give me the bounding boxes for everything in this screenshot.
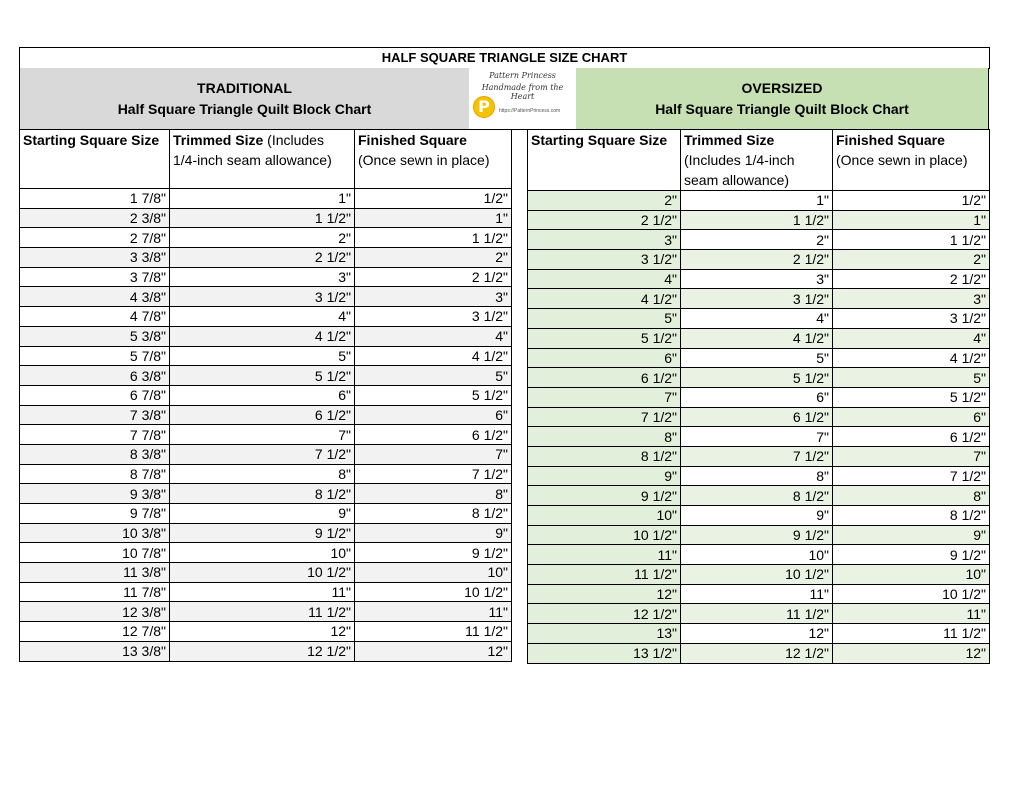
oversized-trimmed-size-cell: 9 1/2" [681,525,833,545]
traditional-starting-size-cell: 13 3/8" [20,641,170,661]
oversized-starting-size-cell: 11" [528,545,681,565]
oversized-starting-size-cell: 6" [528,348,681,368]
traditional-finished-size-cell: 4" [355,326,512,346]
traditional-row [20,287,512,307]
oversized-row [528,250,990,270]
oversized-finished-size-cell: 1/2" [833,191,990,211]
oversized-finished-size-cell: 7 1/2" [833,466,990,486]
traditional-finished-size-cell: 9" [355,523,512,543]
traditional-starting-size-cell: 4 3/8" [20,287,170,307]
traditional-subheading: Half Square Triangle Quilt Block Chart [117,101,372,117]
oversized-finished-size-cell: 5 1/2" [833,387,990,407]
oversized-row [528,643,990,663]
oversized-row [528,368,990,388]
oversized-starting-size-cell: 5 1/2" [528,328,681,348]
traditional-starting-size-cell: 10 7/8" [20,543,170,563]
oversized-finished-size-cell: 2 1/2" [833,269,990,289]
oversized-starting-size-cell: 9" [528,466,681,486]
traditional-table [19,129,512,662]
oversized-finished-size-cell: 6" [833,407,990,427]
traditional-trimmed-size-cell: 2 1/2" [170,248,355,268]
oversized-row [528,565,990,585]
traditional-row [20,366,512,386]
oversized-starting-size-cell: 12 1/2" [528,604,681,624]
oversized-trimmed-size-cell: 2" [681,230,833,250]
traditional-trimmed-size-cell: 11" [170,582,355,602]
traditional-row [20,267,512,287]
traditional-col-trimmed: Trimmed Size (Includes 1/4-inch seam allowance) [170,130,355,189]
traditional-row [20,504,512,524]
oversized-row [528,328,990,348]
oversized-row [528,506,990,526]
logo-tagline: Handmade from the Heart [481,83,564,101]
traditional-trimmed-size-cell: 1" [170,189,355,209]
oversized-trimmed-size-cell: 1" [681,191,833,211]
traditional-row [20,622,512,642]
traditional-finished-size-cell: 6" [355,405,512,425]
traditional-starting-size-cell: 5 7/8" [20,346,170,366]
oversized-trimmed-size-cell: 6" [681,387,833,407]
logo-url: https://PatternPrincess.com [499,108,561,114]
traditional-finished-size-cell: 3 1/2" [355,307,512,327]
oversized-subheading: Half Square Triangle Quilt Block Chart [655,101,909,117]
traditional-row [20,444,512,464]
traditional-trimmed-size-cell: 12 1/2" [170,641,355,661]
oversized-finished-size-cell: 1" [833,210,990,230]
oversized-starting-size-cell: 6 1/2" [528,368,681,388]
traditional-finished-size-cell: 1" [355,208,512,228]
oversized-finished-size-cell: 4 1/2" [833,348,990,368]
oversized-starting-size-cell: 2 1/2" [528,210,681,230]
traditional-starting-size-cell: 12 3/8" [20,602,170,622]
oversized-trimmed-size-cell: 3" [681,269,833,289]
oversized-starting-size-cell: 4" [528,269,681,289]
oversized-trimmed-size-cell: 9" [681,506,833,526]
oversized-trimmed-size-cell: 5 1/2" [681,368,833,388]
traditional-row [20,464,512,484]
oversized-row [528,446,990,466]
oversized-trimmed-size-cell: 10 1/2" [681,565,833,585]
oversized-finished-size-cell: 9 1/2" [833,545,990,565]
oversized-trimmed-size-cell: 4" [681,309,833,329]
oversized-heading: OVERSIZED [741,80,823,96]
traditional-trimmed-size-cell: 12" [170,622,355,642]
oversized-trimmed-size-cell: 2 1/2" [681,250,833,270]
oversized-finished-size-cell: 6 1/2" [833,427,990,447]
oversized-row [528,309,990,329]
oversized-finished-size-cell: 8 1/2" [833,506,990,526]
traditional-row [20,228,512,248]
traditional-finished-size-cell: 10 1/2" [355,582,512,602]
oversized-row [528,624,990,644]
traditional-row [20,326,512,346]
traditional-finished-size-cell: 9 1/2" [355,543,512,563]
traditional-finished-size-cell: 8 1/2" [355,504,512,524]
traditional-row [20,543,512,563]
oversized-row [528,486,990,506]
traditional-starting-size-cell: 11 3/8" [20,563,170,583]
oversized-row [528,604,990,624]
traditional-finished-size-cell: 5" [355,366,512,386]
oversized-starting-size-cell: 5" [528,309,681,329]
traditional-row [20,563,512,583]
oversized-col-trimmed: Trimmed Size (Includes 1/4-inch seam allowance) [681,130,833,191]
oversized-starting-size-cell: 4 1/2" [528,289,681,309]
oversized-trimmed-size-cell: 8" [681,466,833,486]
oversized-starting-size-cell: 9 1/2" [528,486,681,506]
oversized-trimmed-size-cell: 1 1/2" [681,210,833,230]
oversized-trimmed-size-cell: 4 1/2" [681,328,833,348]
traditional-row [20,425,512,445]
traditional-row [20,208,512,228]
traditional-finished-size-cell: 12" [355,641,512,661]
oversized-col-starting: Starting Square Size [528,130,681,191]
oversized-starting-size-cell: 10 1/2" [528,525,681,545]
traditional-starting-size-cell: 10 3/8" [20,523,170,543]
oversized-trimmed-size-cell: 11" [681,584,833,604]
traditional-row [20,189,512,209]
oversized-finished-size-cell: 11 1/2" [833,624,990,644]
traditional-col-starting: Starting Square Size [20,130,170,189]
traditional-trimmed-size-cell: 6 1/2" [170,405,355,425]
traditional-starting-size-cell: 2 7/8" [20,228,170,248]
traditional-starting-size-cell: 2 3/8" [20,208,170,228]
oversized-starting-size-cell: 13" [528,624,681,644]
traditional-finished-size-cell: 4 1/2" [355,346,512,366]
traditional-finished-size-cell: 2" [355,248,512,268]
traditional-starting-size-cell: 7 3/8" [20,405,170,425]
oversized-row [528,584,990,604]
oversized-finished-size-cell: 5" [833,368,990,388]
traditional-finished-size-cell: 5 1/2" [355,385,512,405]
traditional-trimmed-size-cell: 9 1/2" [170,523,355,543]
oversized-starting-size-cell: 3" [528,230,681,250]
traditional-starting-size-cell: 11 7/8" [20,582,170,602]
traditional-starting-size-cell: 1 7/8" [20,189,170,209]
oversized-trimmed-size-cell: 7" [681,427,833,447]
oversized-row [528,387,990,407]
oversized-trimmed-size-cell: 10" [681,545,833,565]
oversized-row [528,210,990,230]
oversized-finished-size-cell: 1 1/2" [833,230,990,250]
traditional-starting-size-cell: 6 7/8" [20,385,170,405]
traditional-row [20,484,512,504]
oversized-trimmed-size-cell: 7 1/2" [681,446,833,466]
traditional-row [20,523,512,543]
traditional-row [20,248,512,268]
chart-title: HALF SQUARE TRIANGLE SIZE CHART [19,47,990,69]
oversized-table [527,129,990,664]
traditional-trimmed-size-cell: 4 1/2" [170,326,355,346]
traditional-trimmed-size-cell: 4" [170,307,355,327]
traditional-finished-size-cell: 7 1/2" [355,464,512,484]
oversized-row [528,269,990,289]
oversized-starting-size-cell: 8" [528,427,681,447]
traditional-starting-size-cell: 9 7/8" [20,504,170,524]
oversized-row [528,407,990,427]
oversized-finished-size-cell: 12" [833,643,990,663]
traditional-trimmed-size-cell: 10 1/2" [170,563,355,583]
traditional-header-row [20,130,512,189]
oversized-row [528,289,990,309]
traditional-trimmed-size-cell: 8" [170,464,355,484]
oversized-starting-size-cell: 10" [528,506,681,526]
traditional-finished-size-cell: 3" [355,287,512,307]
traditional-header [19,68,469,130]
traditional-starting-size-cell: 3 3/8" [20,248,170,268]
oversized-starting-size-cell: 7" [528,387,681,407]
traditional-row [20,346,512,366]
traditional-finished-size-cell: 1/2" [355,189,512,209]
oversized-starting-size-cell: 13 1/2" [528,643,681,663]
logo-name: Pattern Princess [489,71,556,80]
oversized-row [528,545,990,565]
traditional-trimmed-size-cell: 6" [170,385,355,405]
oversized-starting-size-cell: 11 1/2" [528,565,681,585]
oversized-col-finished: Finished Square (Once sewn in place) [833,130,990,191]
oversized-starting-size-cell: 7 1/2" [528,407,681,427]
oversized-row [528,230,990,250]
oversized-finished-size-cell: 11" [833,604,990,624]
oversized-finished-size-cell: 3" [833,289,990,309]
traditional-starting-size-cell: 7 7/8" [20,425,170,445]
oversized-starting-size-cell: 2" [528,191,681,211]
oversized-starting-size-cell: 12" [528,584,681,604]
oversized-starting-size-cell: 8 1/2" [528,446,681,466]
traditional-finished-size-cell: 10" [355,563,512,583]
traditional-trimmed-size-cell: 11 1/2" [170,602,355,622]
traditional-row [20,602,512,622]
oversized-header [576,68,989,130]
oversized-finished-size-cell: 4" [833,328,990,348]
oversized-finished-size-cell: 8" [833,486,990,506]
traditional-starting-size-cell: 4 7/8" [20,307,170,327]
oversized-trimmed-size-cell: 6 1/2" [681,407,833,427]
traditional-starting-size-cell: 8 3/8" [20,444,170,464]
traditional-trimmed-size-cell: 10" [170,543,355,563]
oversized-trimmed-size-cell: 11 1/2" [681,604,833,624]
oversized-row [528,191,990,211]
traditional-row [20,405,512,425]
oversized-finished-size-cell: 10 1/2" [833,584,990,604]
traditional-trimmed-size-cell: 7 1/2" [170,444,355,464]
traditional-starting-size-cell: 8 7/8" [20,464,170,484]
oversized-finished-size-cell: 2" [833,250,990,270]
traditional-trimmed-size-cell: 2" [170,228,355,248]
oversized-trimmed-size-cell: 12 1/2" [681,643,833,663]
traditional-finished-size-cell: 11" [355,602,512,622]
traditional-starting-size-cell: 3 7/8" [20,267,170,287]
traditional-finished-size-cell: 11 1/2" [355,622,512,642]
oversized-finished-size-cell: 10" [833,565,990,585]
traditional-finished-size-cell: 8" [355,484,512,504]
traditional-trimmed-size-cell: 8 1/2" [170,484,355,504]
traditional-starting-size-cell: 6 3/8" [20,366,170,386]
traditional-finished-size-cell: 2 1/2" [355,267,512,287]
traditional-trimmed-size-cell: 5" [170,346,355,366]
traditional-trimmed-size-cell: 3 1/2" [170,287,355,307]
traditional-row [20,385,512,405]
oversized-row [528,348,990,368]
traditional-heading: TRADITIONAL [197,80,292,96]
traditional-trimmed-size-cell: 5 1/2" [170,366,355,386]
traditional-starting-size-cell: 12 7/8" [20,622,170,642]
pattern-princess-logo [469,68,576,130]
oversized-finished-size-cell: 3 1/2" [833,309,990,329]
traditional-finished-size-cell: 6 1/2" [355,425,512,445]
oversized-finished-size-cell: 7" [833,446,990,466]
oversized-starting-size-cell: 3 1/2" [528,250,681,270]
traditional-trimmed-size-cell: 1 1/2" [170,208,355,228]
oversized-finished-size-cell: 9" [833,525,990,545]
traditional-finished-size-cell: 7" [355,444,512,464]
traditional-col-finished: Finished Square (Once sewn in place) [355,130,512,189]
oversized-trimmed-size-cell: 8 1/2" [681,486,833,506]
traditional-starting-size-cell: 9 3/8" [20,484,170,504]
traditional-finished-size-cell: 1 1/2" [355,228,512,248]
oversized-trimmed-size-cell: 12" [681,624,833,644]
traditional-trimmed-size-cell: 3" [170,267,355,287]
oversized-trimmed-size-cell: 5" [681,348,833,368]
oversized-header-row [528,130,990,191]
traditional-row [20,307,512,327]
oversized-trimmed-size-cell: 3 1/2" [681,289,833,309]
oversized-row [528,427,990,447]
oversized-row [528,466,990,486]
oversized-row [528,525,990,545]
traditional-starting-size-cell: 5 3/8" [20,326,170,346]
traditional-trimmed-size-cell: 7" [170,425,355,445]
traditional-row [20,641,512,661]
logo-p-icon: P [473,96,495,118]
traditional-trimmed-size-cell: 9" [170,504,355,524]
traditional-row [20,582,512,602]
